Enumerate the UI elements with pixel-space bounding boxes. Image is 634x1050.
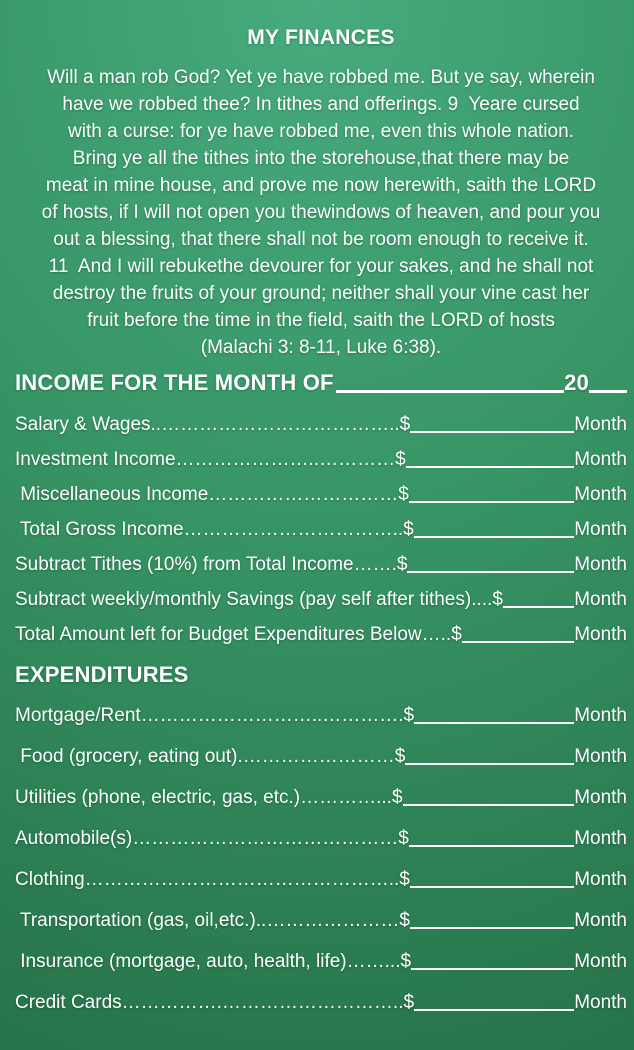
row-label: Subtract weekly/monthly Savings (pay self after tithes): [15, 589, 472, 610]
income-row: [15, 484, 627, 506]
currency-symbol: $: [398, 484, 409, 505]
year-blank: [589, 390, 627, 393]
currency-symbol: $: [399, 414, 411, 435]
quote-line: Will a man rob God? Yet ye have robbed me. But ye say, wherein: [47, 67, 595, 88]
currency-symbol: $: [398, 828, 409, 849]
period-label: Month: [574, 992, 627, 1013]
row-label: Food (grocery, eating out): [15, 746, 238, 767]
amount-blank: [409, 845, 574, 847]
quote-line: destroy the fruits of your ground; neither shall your vine cast her: [52, 283, 590, 304]
currency-symbol: $: [395, 449, 406, 470]
row-label: Miscellaneous Income: [15, 484, 209, 505]
quote-line: of hosts, if I will not open you thewindows of heaven, and pour you: [41, 202, 601, 223]
expenditure-row: [15, 992, 627, 1014]
period-label: Month: [574, 624, 627, 645]
income-rows: [15, 414, 627, 646]
currency-symbol: $: [399, 910, 410, 931]
period-label: Month: [574, 589, 627, 610]
amount-blank: [414, 722, 574, 724]
row-label: Clothing: [15, 869, 85, 890]
expenditure-row: [15, 746, 627, 768]
currency-symbol: $: [391, 787, 403, 808]
row-leader-dots: …..: [421, 624, 452, 645]
quote-line: 11 And I will rebukethe devourer for your sakes, and he shall not: [48, 256, 594, 277]
expenditure-row: [15, 951, 627, 973]
row-label: Salary & Wages: [15, 414, 151, 435]
amount-blank: [406, 466, 575, 468]
income-row: [15, 449, 627, 471]
period-label: Month: [574, 828, 627, 849]
income-row: [15, 519, 627, 541]
period-label: Month: [574, 554, 627, 575]
income-section-heading: [15, 370, 627, 396]
income-row: [15, 624, 627, 646]
currency-symbol: $: [399, 869, 410, 890]
row-leader-dots: …….: [353, 554, 397, 575]
row-leader-dots: …………………………………………..: [84, 869, 400, 890]
row-label: Mortgage/Rent: [15, 705, 141, 726]
quote-line: Bring ye all the tithes into the storehouse,that there may be: [72, 148, 570, 169]
period-label: Month: [574, 787, 627, 808]
expenditure-row: [15, 910, 627, 932]
quote-line: out a blessing, that there shall not be room enough to receive it.: [53, 229, 589, 250]
row-leader-dots: ……...: [346, 951, 401, 972]
amount-blank: [410, 431, 574, 433]
period-label: Month: [574, 951, 627, 972]
row-label: Subtract Tithes (10%) from Total Income: [15, 554, 354, 575]
period-label: Month: [574, 746, 627, 767]
income-heading-label: INCOME FOR THE MONTH OF: [15, 370, 334, 395]
amount-blank: [503, 606, 574, 608]
quote-line: have we robbed thee? In tithes and offerings. 9 Yeare cursed: [62, 94, 580, 115]
period-label: Month: [574, 449, 627, 470]
amount-blank: [405, 763, 574, 765]
currency-symbol: $: [394, 746, 406, 767]
expenditure-row: [15, 869, 627, 891]
row-leader-dots: .……………………: [237, 746, 395, 767]
currency-symbol: $: [451, 624, 462, 645]
row-label: Total Amount left for Budget Expenditures Below: [15, 624, 422, 645]
amount-blank: [411, 968, 574, 970]
month-name-blank: [336, 390, 564, 393]
period-label: Month: [574, 910, 627, 931]
quote-line: with a curse: for ye have robbed me, even this whole nation.: [68, 121, 574, 142]
currency-symbol: $: [403, 705, 415, 726]
currency-symbol: $: [492, 589, 503, 610]
row-leader-dots: …………….………………………..: [121, 992, 404, 1013]
period-label: Month: [574, 705, 627, 726]
amount-blank: [462, 641, 574, 643]
quote-line: meat in mine house, and prove me now herewith, saith the LORD: [45, 175, 597, 196]
currency-symbol: $: [396, 554, 408, 575]
period-label: Month: [574, 869, 627, 890]
amount-blank: [407, 571, 574, 573]
year-prefix: 20: [564, 370, 589, 395]
expenditure-row: [15, 787, 627, 809]
period-label: Month: [574, 414, 627, 435]
row-label: Automobile(s): [15, 828, 133, 849]
currency-symbol: $: [403, 992, 415, 1013]
row-label: Total Gross Income: [15, 519, 184, 540]
row-label: Utilities (phone, electric, gas, etc.): [15, 787, 301, 808]
quote-line: fruit before the time in the field, saith the LORD of hosts: [87, 310, 555, 331]
expenditure-row: [15, 705, 627, 727]
row-leader-dots: ………………………..………….: [140, 705, 404, 726]
row-label: Credit Cards: [15, 992, 122, 1013]
row-leader-dots: ....: [471, 589, 493, 610]
amount-blank: [410, 886, 574, 888]
currency-symbol: $: [400, 951, 412, 972]
period-label: Month: [574, 519, 627, 540]
amount-blank: [409, 501, 574, 503]
page-title: MY FINANCES: [247, 26, 395, 49]
row-leader-dots: ..…………………: [255, 910, 400, 931]
expenditures-heading: EXPENDITURES: [15, 662, 189, 687]
row-label: Transportation (gas, oil,etc.): [15, 910, 256, 931]
row-leader-dots: ……………………………..: [183, 519, 404, 540]
row-label: Insurance (mortgage, auto, health, life): [15, 951, 347, 972]
row-leader-dots: ..………………………………..: [150, 414, 400, 435]
income-row: [15, 554, 627, 576]
row-leader-dots: ……………………………………: [132, 828, 399, 849]
currency-symbol: $: [403, 519, 414, 540]
expenditure-rows: [15, 705, 627, 1014]
amount-blank: [403, 804, 575, 806]
income-row: [15, 589, 627, 611]
quote-line: (Malachi 3: 8-11, Luke 6:38).: [200, 337, 442, 358]
row-leader-dots: …………...: [300, 787, 392, 808]
period-label: Month: [574, 484, 627, 505]
amount-blank: [410, 927, 574, 929]
income-row: [15, 414, 627, 436]
row-leader-dots: …………………..…………: [175, 449, 396, 470]
amount-blank: [414, 1009, 574, 1011]
row-leader-dots: …………………………: [208, 484, 399, 505]
amount-blank: [414, 536, 574, 538]
expenditure-row: [15, 828, 627, 850]
scripture-quote: [15, 64, 627, 361]
row-label: Investment Income: [15, 449, 176, 470]
